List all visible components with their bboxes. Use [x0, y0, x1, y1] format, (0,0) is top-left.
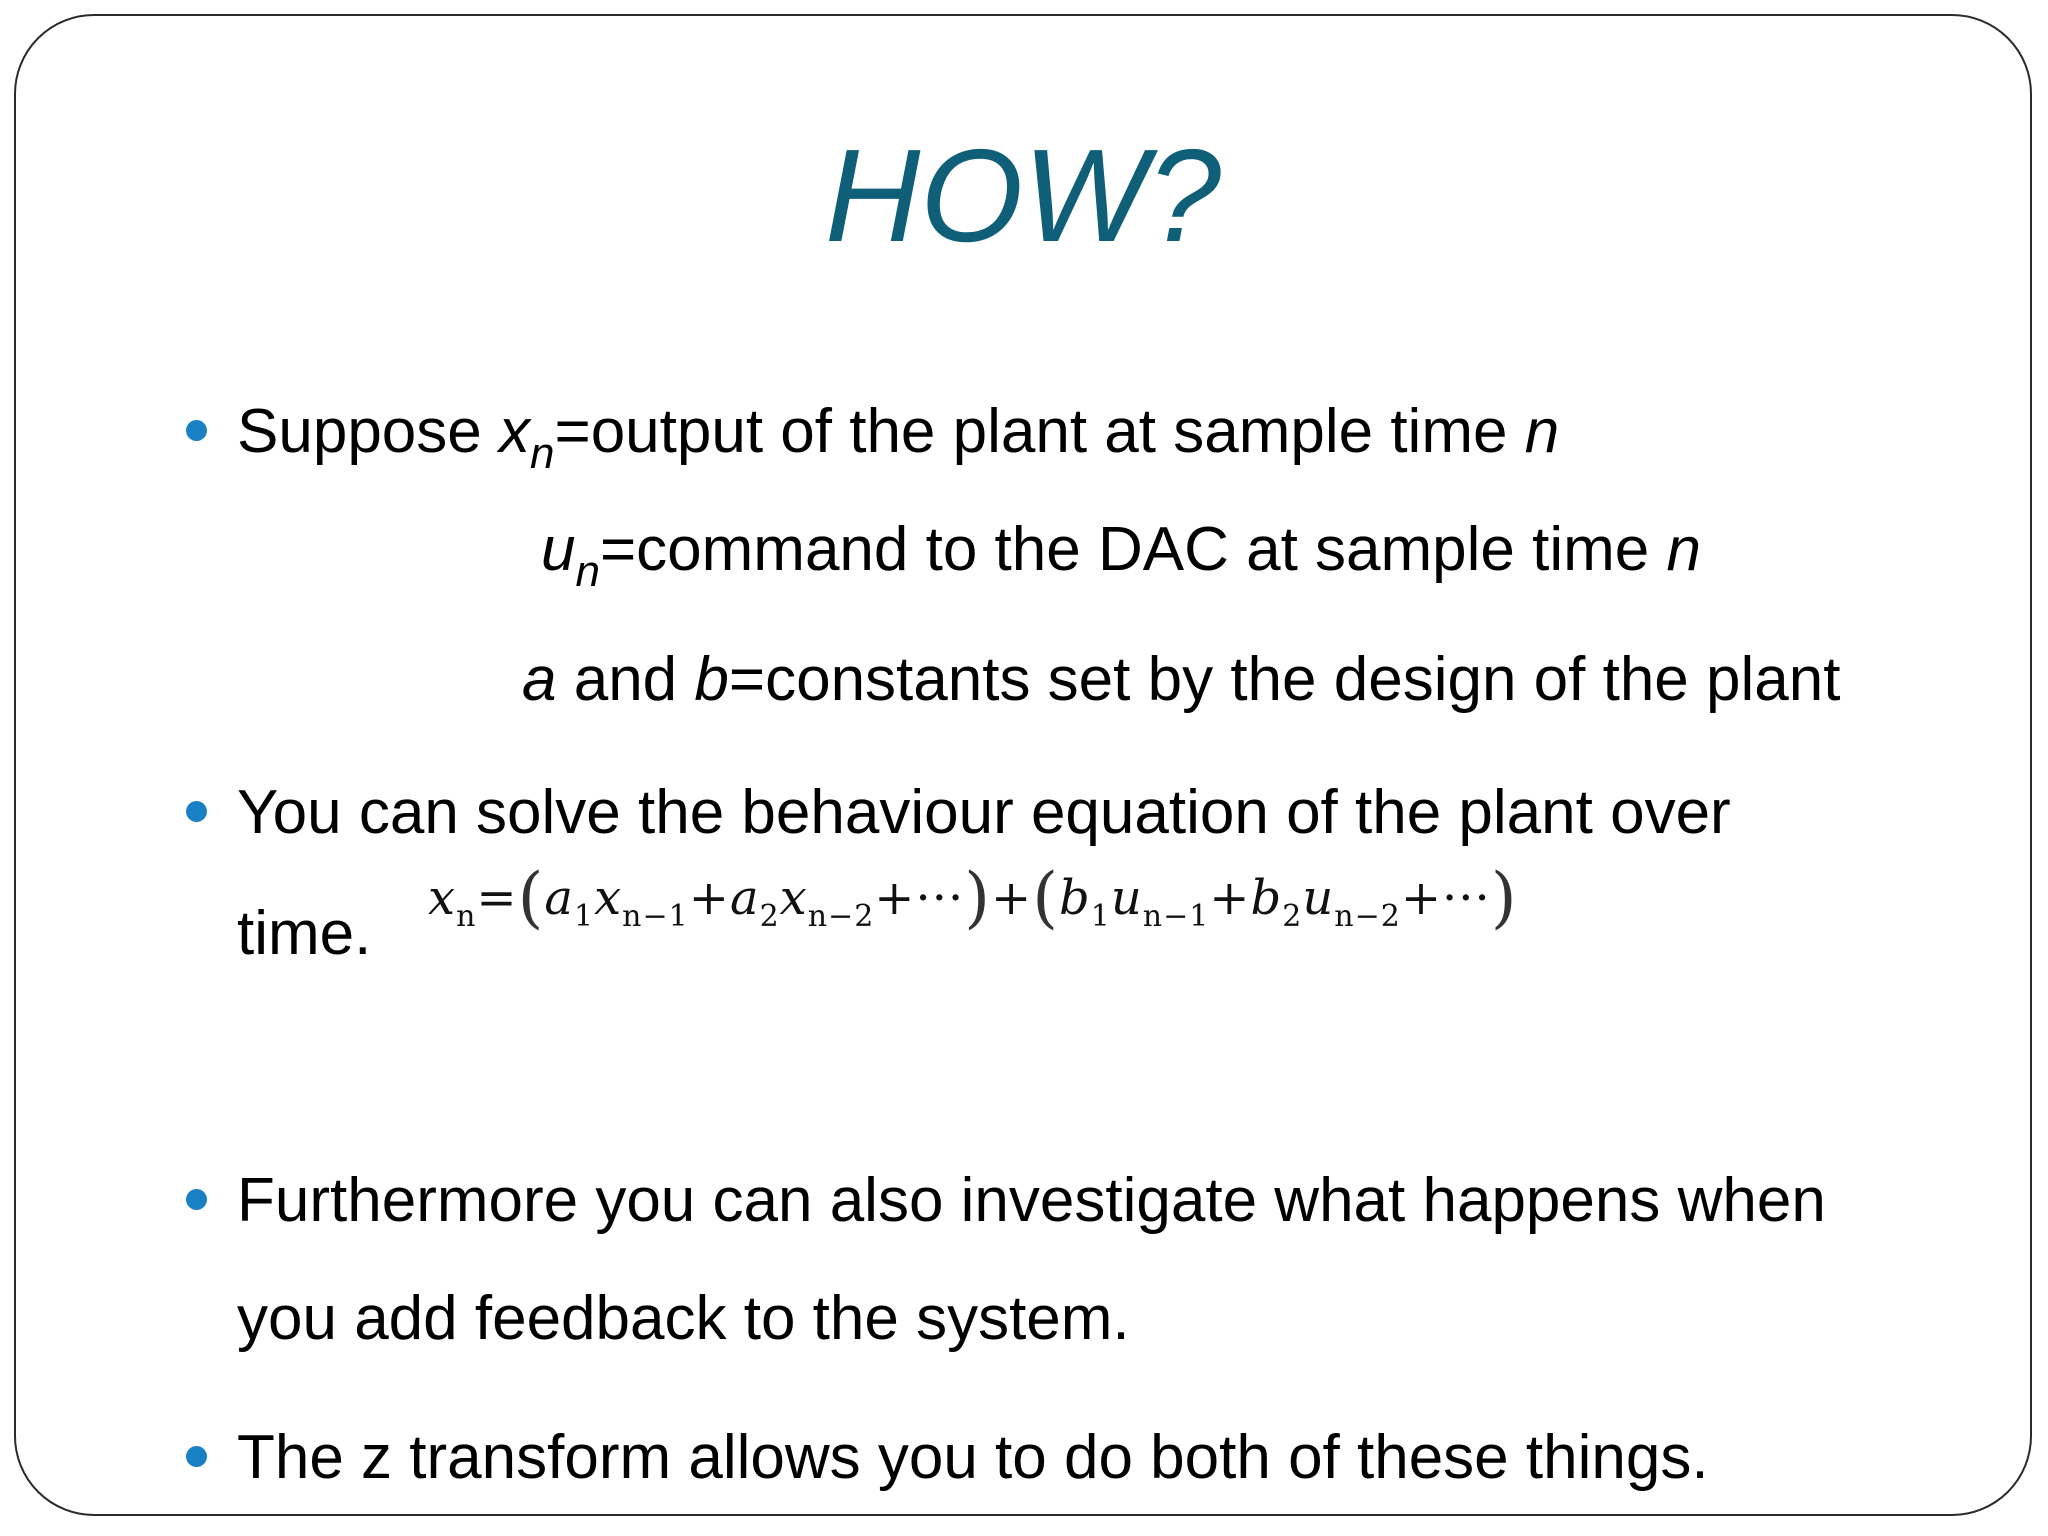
- eq-plus: +: [1209, 870, 1251, 926]
- eq-sub-1: 1: [1090, 899, 1111, 934]
- bullet-1-line-3: [522, 642, 1840, 718]
- eq-equals: =: [476, 870, 518, 926]
- bullet-3-line-1: Furthermore you can also investigate what happens when: [237, 1166, 1826, 1235]
- bullet-1-line-2: [541, 512, 1701, 596]
- bullet-1-line-2-text: =command to the DAC at sample time: [599, 515, 1667, 584]
- eq-sub-n: n: [456, 899, 477, 934]
- var-a: a: [522, 645, 557, 714]
- var-b: b: [694, 645, 729, 714]
- slide-title: HOW?: [825, 122, 1221, 269]
- bullet-4-line-1: The z transform allows you to do both of these things.: [237, 1423, 1709, 1492]
- eq-sub-n-2: n−2: [807, 899, 875, 934]
- eq-sub-n-1: n−1: [622, 899, 689, 934]
- eq-open-paren: (: [1032, 859, 1059, 936]
- eq-b: b: [1059, 870, 1091, 926]
- bullet-1-line-3-text: =constants set by the design of the plant: [728, 645, 1841, 714]
- eq-sub-n-1: n−1: [1142, 899, 1210, 934]
- bullet-3-line-2: you add feedback to the system.: [237, 1284, 1130, 1353]
- eq-sub-n-2: n−2: [1334, 899, 1401, 934]
- bullet-dot-1: [186, 420, 207, 441]
- eq-dots: ···: [915, 870, 965, 926]
- eq-close-paren: ): [964, 859, 992, 936]
- eq-plus: +: [1400, 870, 1443, 926]
- subscript-n: n: [575, 547, 600, 596]
- eq-sub-2: 2: [759, 899, 780, 934]
- var-u: u: [541, 515, 576, 584]
- eq-plus: +: [688, 870, 730, 926]
- var-x: x: [499, 397, 530, 466]
- bullet-dot-2: [186, 801, 207, 822]
- eq-a: a: [729, 870, 760, 926]
- eq-close-paren: ): [1490, 859, 1518, 936]
- eq-x: x: [428, 870, 457, 926]
- bullet-2-line-1: You can solve the behaviour equation of the plant over: [237, 778, 1731, 847]
- eq-plus: +: [874, 870, 916, 926]
- eq-x: x: [779, 870, 808, 926]
- eq-dots: ···: [1442, 870, 1491, 926]
- subscript-n: n: [530, 429, 555, 478]
- eq-b: b: [1250, 870, 1283, 926]
- eq-plus: +: [991, 870, 1033, 926]
- eq-sub-2: 2: [1282, 899, 1303, 934]
- eq-x: x: [594, 870, 623, 926]
- eq-sub-1: 1: [574, 899, 595, 934]
- recurrence-equation: [428, 859, 1518, 936]
- bullet-2-line-2: time.: [237, 899, 372, 968]
- bullet-dot-3: [186, 1189, 207, 1210]
- var-n: n: [1666, 515, 1701, 584]
- eq-open-paren: (: [517, 859, 545, 936]
- bullet-1-prefix: Suppose: [237, 397, 499, 466]
- eq-u: u: [1110, 870, 1143, 926]
- bullet-1-line-1: [237, 394, 1560, 478]
- and-text: and: [556, 645, 695, 714]
- slide: [14, 14, 2032, 1516]
- bullet-dot-4: [186, 1446, 207, 1467]
- var-n: n: [1524, 397, 1560, 466]
- bullet-1-text: =output of the plant at sample time: [554, 397, 1525, 466]
- eq-u: u: [1302, 870, 1335, 926]
- eq-a: a: [544, 870, 574, 926]
